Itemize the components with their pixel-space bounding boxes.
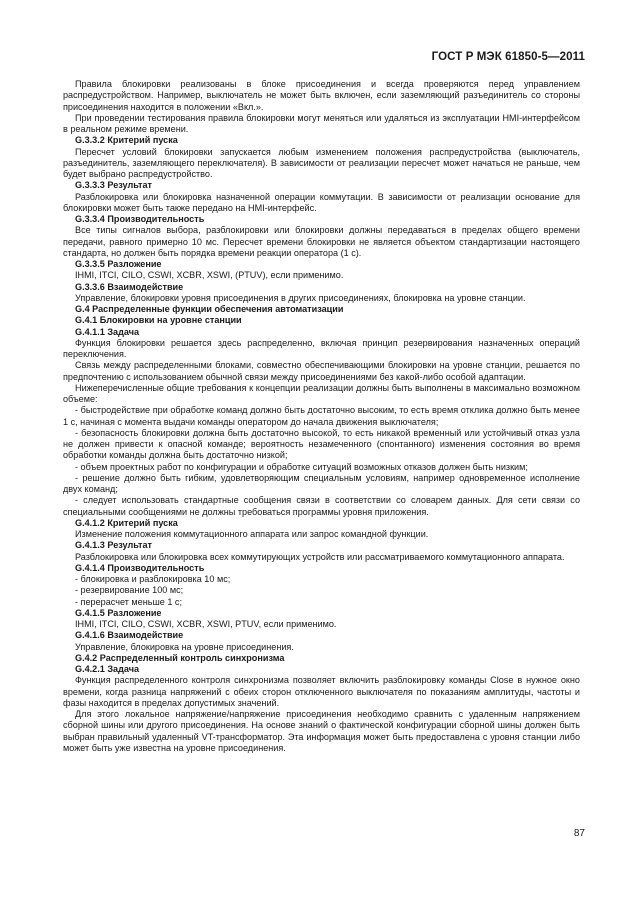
paragraph: - перерасчет меньше 1 с; (75, 596, 183, 607)
paragraph: - решение должно быть гибким, удовлетворяющим специальным условиям, например одновременное исполнение двух команд; (63, 472, 580, 494)
paragraph: - объем проектных работ по конфигурации и обработке ситуаций возможных отказов должен быть низким; (75, 461, 528, 472)
paragraph: Управление, блокировки уровня присоединения в других присоединениях, блокировка на уровне станции. (75, 292, 526, 303)
paragraph: - быстродействие при обработке команд должно быть достаточно высоким, то есть время отклика должно быть менее 1 с, начиная с момента выдачи команды оператором до начала движения выключателя; (63, 405, 580, 427)
document-body (63, 79, 580, 754)
paragraph: Разблокировка или блокировка назначенной операции коммутации. В зависимости от реализации основание для блокировки может быть также передано на HMI-интерфейс. (63, 191, 580, 213)
section-heading: G.4.1.5 Разложение (75, 607, 162, 618)
paragraph: Правила блокировки реализованы в блоке присоединения и всегда проверяются перед управлением распредустройством. Например, выключатель не может быть включен, если заземляющий разъединитель со стороны присоединения находится в положении «Вкл.». (63, 79, 580, 112)
section-heading: G.4.1.6 Взаимодействие (75, 630, 184, 641)
paragraph: Пересчет условий блокировки запускается любым изменением положения распредустройства (выключатель, разъединитель, заземляющего переключателя). В зависимости от реализации пересчет может начаться не раньше, чем будет выбрано распредустройство. (63, 146, 580, 179)
paragraph: - блокировка и разблокировка 10 мс; (75, 574, 231, 584)
paragraph: IHMI, ITCI, CILO, CSWI, XCBR, XSWI, (PTUV), если применимо. (75, 270, 344, 281)
section-heading: G.4.1.3 Результат (75, 540, 153, 551)
section-heading: G.4.2 Распределенный контроль синхронизма (75, 652, 285, 663)
paragraph: Все типы сигналов выбора, разблокировки или блокировки должны передаваться в пределах общего времени передачи, равного примерно 10 мс. Пересчет времени блокировки не является объектом стандартизации настоящего стандарта, но должен быть порядка времени реакции оператора (1 с). (63, 225, 580, 258)
paragraph: Нижеперечисленные общие требования к концепции реализации должны быть выполнены в максимально возможном объеме: (63, 382, 580, 404)
paragraph: Управление, блокировка на уровне присоединения. (75, 641, 294, 652)
section-heading: G.4 Распределенные функции обеспечения автоматизации (75, 304, 344, 314)
paragraph: Для этого локальное напряжение/напряжение присоединения необходимо сравнить с удаленным напряжением сборной шины или другого присоединения. На основе знаний о фактической конфигурации сборной шины должен быть выбран правильный удаленный VT-трансформатор. Эта информация может быть предоставлена с уровня станции либо может быть уже известна на уровне присоединения. (63, 709, 580, 753)
section-heading: G.4.1.2 Критерий пуска (75, 517, 178, 528)
paragraph: Разблокировка или блокировка всех коммутирующих устройств или рассматриваемого коммутационного аппарата. (75, 551, 565, 562)
paragraph: - резервирование 100 мс; (75, 585, 184, 596)
paragraph: Функция распределенного контроля синхронизма позволяет включить разблокировку команды Close в нужное окно времени, когда разница напряжений с обеих сторон отключенного выключателя по показаниям амплитуды, частоты и фазы находится в пределах допустимых значений. (63, 675, 580, 708)
section-heading: G.4.2.1 Задача (75, 664, 140, 674)
paragraph: Связь между распределенными блоками, совместно обеспечивающими блокировки на уровне станции, решается по предпочтению с использованием обычной связи между присоединениями без какой-либо особой адаптации. (63, 360, 580, 382)
paragraph: IHMI, ITCI, CILO, CSWI, XCBR, XSWI, PTUV, если применимо. (75, 619, 337, 629)
paragraph: Функция блокировки решается здесь распределенно, включая принцип резервирования назначенных операций переключения. (63, 337, 580, 359)
section-heading: G.4.1 Блокировки на уровне станции (75, 315, 242, 326)
section-heading: G.3.3.3 Результат (75, 180, 153, 191)
document-header: ГОСТ Р МЭК 61850-5—2011 (431, 51, 585, 63)
paragraph: - следует использовать стандартные сообщения связи в соответствии со словарем данных. Для сети связи со специальными сообщениями не должны требоваться программы уровня приложения. (63, 495, 580, 517)
paragraph: - безопасность блокировки должна быть достаточно высокой, то есть никакой временный или устойчивый отказ узла не должен привести к опасной команде; вероятность незамеченного (спонтанного) изменения состояния во время обработки команды должна быть достаточно низкой; (63, 427, 580, 461)
paragraph: При проведении тестирования правила блокировки могут меняться или удаляться из эксплуатации HMI-интерфейсом в реальном режиме времени. (63, 112, 580, 134)
section-heading: G.4.1.1 Задача (75, 326, 140, 337)
section-heading: G.3.3.4 Производительность (75, 214, 205, 224)
section-heading: G.3.3.2 Критерий пуска (75, 135, 178, 146)
section-heading: G.3.3.5 Разложение (75, 259, 162, 269)
page-number: 87 (573, 828, 585, 839)
section-heading: G.4.1.4 Производительность (75, 562, 205, 573)
paragraph: Изменение положения коммутационного аппарата или запрос командной функции. (75, 529, 429, 539)
section-heading: G.3.3.6 Взаимодействие (75, 281, 184, 292)
